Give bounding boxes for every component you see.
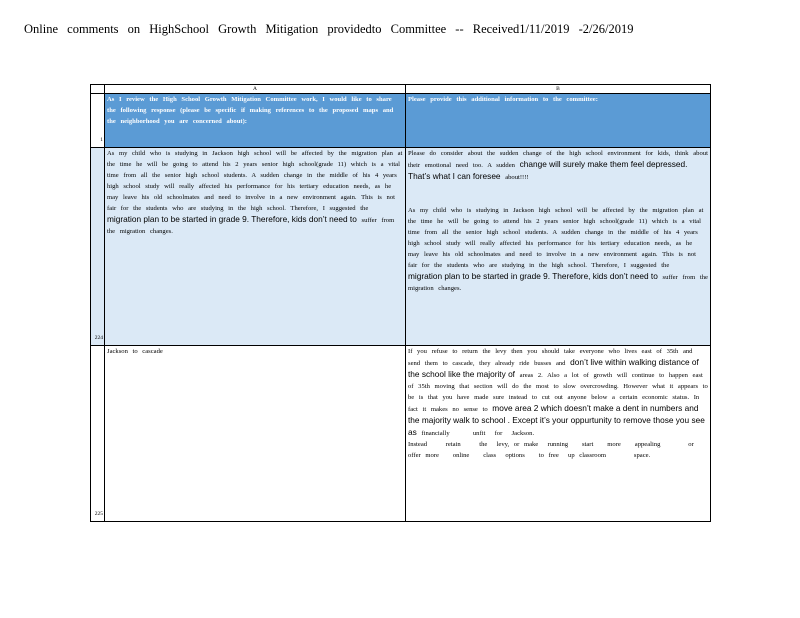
cell-b224-comment[interactable] bbox=[406, 148, 711, 346]
cell-text: As my child who is studying in Jackson high school will be affected by the migration plan at the time he will be going to attend his 2 years senior high school(grade 11) which is a vital time from all the senior high school students. A sudden change in the middle of his 4 years high school study will really affected his performance for his tertiary education needs, as he may leave his old schoolmates and need to involve in a new environment again. This is not fair for the students who are studying in the high school. Therefore, I suggested the bbox=[408, 207, 704, 269]
document-title: Online comments on HighSchool Growth Mitigation providedto Committee -- Received1/11/2019 -2/26/2019 bbox=[24, 22, 634, 36]
cell-text-large: change will surely make them feel depressed. That’s what I can foresee bbox=[408, 159, 688, 181]
cell-text: areas 2. Also a lot of growth will continue to happen east of 35th moving that section will do the most to slow overcrowding. However what it appears to be is that you have made sure instead to cut out anyone below a certain economic status. In fact it makes no sense to bbox=[408, 372, 708, 413]
cell-text: about!!!! bbox=[505, 174, 529, 181]
cell-text: financially unfit for Jackson. Instead retain the levy, or make running start more appealing or offer more online class options to free up classroom space. bbox=[408, 430, 694, 459]
cell-text: suffer from the migration changes. bbox=[408, 274, 708, 292]
column-header-row bbox=[91, 85, 711, 94]
cell-b1-additional-info-prompt[interactable] bbox=[406, 94, 711, 148]
row-number[interactable]: 1 bbox=[91, 94, 105, 148]
cell-a224-comment[interactable] bbox=[105, 148, 406, 346]
table-row bbox=[91, 94, 711, 148]
row-number[interactable]: 224 bbox=[91, 148, 105, 346]
table-row bbox=[91, 148, 711, 346]
cell-text: suffer from the migration changes. bbox=[107, 217, 395, 235]
cell-text: As my child who is studying in Jackson high school will be affected by the migration plan at the time he will be going to attend his 2 years senior high school(grade 11) which is a vital time from all the senior high school students. A sudden change in the middle of his 4 years high school study will really affected his performance for his tertiary education needs, as he may leave his old schoolmates and need to involve in a new environment again. This is not fair for the students who are studying in the high school. Therefore, I suggested the bbox=[107, 150, 403, 212]
cell-text-large: migration plan to be started in grade 9. Therefore, kids don’t need to bbox=[107, 214, 357, 224]
cell-text: As I review the High School Growth Mitigation Committee work, I would like to share the following response (please be specific if making references to the proposed maps and the neighborhood you are concerned about): bbox=[107, 96, 394, 125]
cell-text-large: move area 2 which doesn’t make a dent in numbers and the majority walk to school . Except it’s your oppurtunity to remove those you see as bbox=[408, 403, 705, 437]
column-header-b[interactable]: B bbox=[406, 85, 711, 94]
cell-a1-review-prompt[interactable] bbox=[105, 94, 406, 148]
row-number[interactable]: 225 bbox=[91, 346, 105, 522]
corner-cell[interactable] bbox=[91, 85, 105, 94]
column-header-a[interactable]: A bbox=[105, 85, 406, 94]
cell-text: Please provide this additional information to the committee: bbox=[408, 96, 598, 103]
cell-text: If you refuse to return the levy then you should take everyone who lives east of 35th and send them to cascade, they already ride busses and bbox=[408, 348, 693, 367]
cell-text: Jackson to cascade bbox=[107, 348, 163, 355]
cell-text-large: don’t live within walking distance of the school like the majority of bbox=[408, 357, 699, 379]
cell-a225-comment[interactable] bbox=[105, 346, 406, 522]
table-row bbox=[91, 346, 711, 522]
cell-b225-comment[interactable] bbox=[406, 346, 711, 522]
cell-text: Please do consider about the sudden change of the high school environment for kids, think about their emotional need too. A sudden bbox=[408, 150, 708, 169]
comments-table bbox=[90, 84, 711, 522]
cell-text-large: migration plan to be started in grade 9. Therefore, kids don’t need to bbox=[408, 271, 658, 281]
